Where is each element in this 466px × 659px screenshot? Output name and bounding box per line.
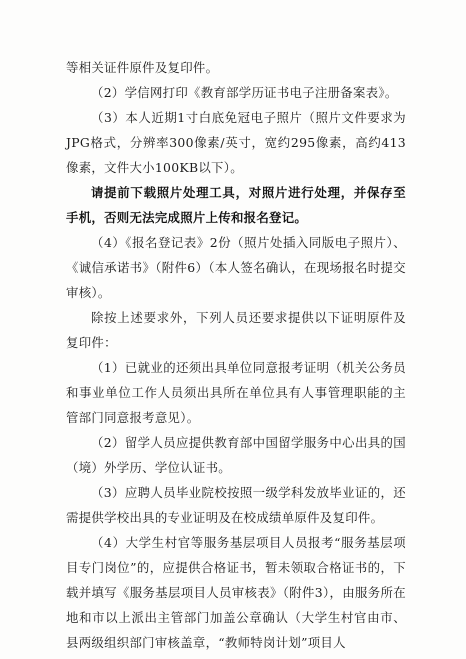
paragraph-item-3-photo: （3）本人近期1寸白底免冠电子照片（照片文件要求为JPG格式，分辨率300像素/英寸，宽约295像素，高约413像素，文件大小100KB以下）。: [66, 110, 406, 175]
paragraph-discipline-certificate: （3）应聘人员毕业院校按照一级学科发放毕业证的，还需提供学校出具的专业证明及在校成绩单原件及复印件。: [66, 485, 406, 525]
paragraph-grassroots-project: （4）大学生村官等服务基层项目人员报考“服务基层项目专门岗位”的，应提供合格证书，暂未领取合格证书的，下载并填写《服务基层项目人员审核表》（附件3），由服务所在地和市以上派出主管部门加盖公章确认（大学生村官由市、县两级组织部门审核盖章，“教师特岗计划”项目人: [66, 535, 406, 650]
paragraph-item-4-forms: （4）《报名登记表》2份（照片处插入同版电子照片）、《诚信承诺书》（附件6）（本人签名确认，在现场报名时提交审核）。: [66, 235, 406, 300]
paragraph-additional-requirements: 除按上述要求外，下列人员还要求提供以下证明原件及复印件：: [66, 310, 406, 350]
paragraph-employed-proof: （1）已就业的还须出具单位同意报考证明（机关公务员和事业单位工作人员须出具所在单位具有人事管理职能的主管部门同意报考意见）。: [66, 360, 406, 425]
paragraph-continuation: 等相关证件原件及复印件。: [66, 60, 219, 75]
paragraph-photo-notice: 请提前下载照片处理工具，对照片进行处理，并保存至手机，否则无法完成照片上传和报名登记。: [66, 185, 406, 225]
paragraph-item-2: （2）学信网打印《教育部学历证书电子注册备案表》。: [91, 85, 398, 100]
paragraph-overseas-students: （2）留学人员应提供教育部中国留学服务中心出具的国（境）外学历、学位认证书。: [66, 435, 406, 475]
